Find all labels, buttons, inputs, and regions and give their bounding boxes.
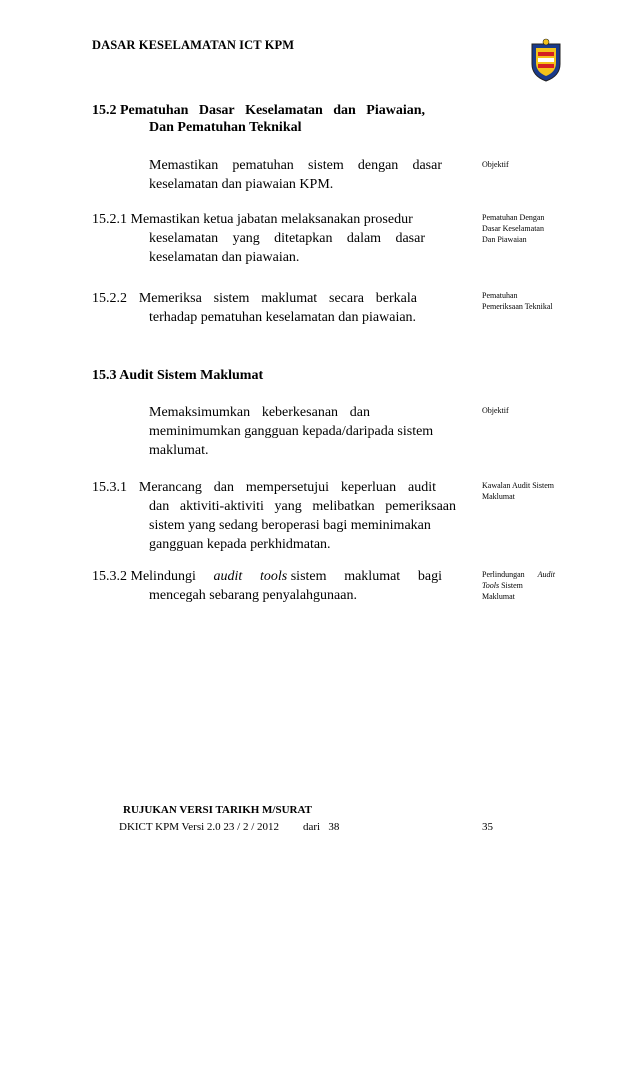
clause-15-2-1: 15.2.1 Memastikan ketua jabatan melaksanakan prosedur keselamatan yang ditetapkan dalam dasar keselamatan dan piawaian.: [92, 212, 425, 265]
clause-15-2-2: 15.2.2 Memeriksa sistem maklumat secara berkala terhadap pematuhan keselamatan dan piawaian.: [92, 291, 417, 325]
side-note-pemeriksaan-teknikal: Pematuhan Pemeriksaan Teknikal: [482, 291, 553, 311]
section-15-2-objective: Memastikan pematuhan sistem dengan dasar keselamatan dan piawaian KPM.: [149, 158, 442, 192]
side-note-pematuhan-dasar: Pematuhan Dengan Dasar Keselamatan Dan Piawaian: [482, 213, 545, 244]
clause-15-3-1: 15.3.1 Merancang dan mempersetujui keperluan audit dan aktiviti-aktiviti yang melibatkan pemeriksaan sistem yang sedang beroperasi bagi meminimakan gangguan kepada perkhidmatan.: [92, 480, 456, 552]
side-note-perlindungan-audit: Perlindungan Audit Tools Sistem Maklumat: [482, 570, 555, 601]
footer-reference: DKICT KPM Versi 2.0 23 / 2 / 2012: [119, 821, 280, 833]
section-15-2-heading: 15.2 Pematuhan Dasar Keselamatan dan Piawaian, Dan Pematuhan Teknikal: [92, 103, 425, 135]
clause-15-3-2: 15.3.2 Melindungi audit tools sistem maklumat bagi mencegah sebarang penyalahgunaan.: [92, 569, 442, 603]
footer-total-pages: 38: [328, 821, 340, 833]
section-15-3-heading: 15.3 Audit Sistem Maklumat: [92, 368, 264, 383]
footer-of-label: dari 38: [303, 821, 340, 833]
kpm-crest-icon: [528, 38, 564, 82]
side-note-objektif-2: Objektif: [482, 406, 509, 415]
document-header-title: DASAR KESELAMATAN ICT KPM: [92, 38, 295, 52]
section-15-3-objective: Memaksimumkan keberkesanan dan meminimumkan gangguan kepada/daripada sistem maklumat.: [149, 405, 434, 458]
side-note-kawalan-audit: Kawalan Audit Sistem Maklumat: [482, 481, 554, 501]
page-number: 35: [482, 821, 493, 833]
side-note-objektif: Objektif: [482, 160, 509, 169]
footer-label: RUJUKAN VERSI TARIKH M/SURAT: [123, 804, 312, 816]
